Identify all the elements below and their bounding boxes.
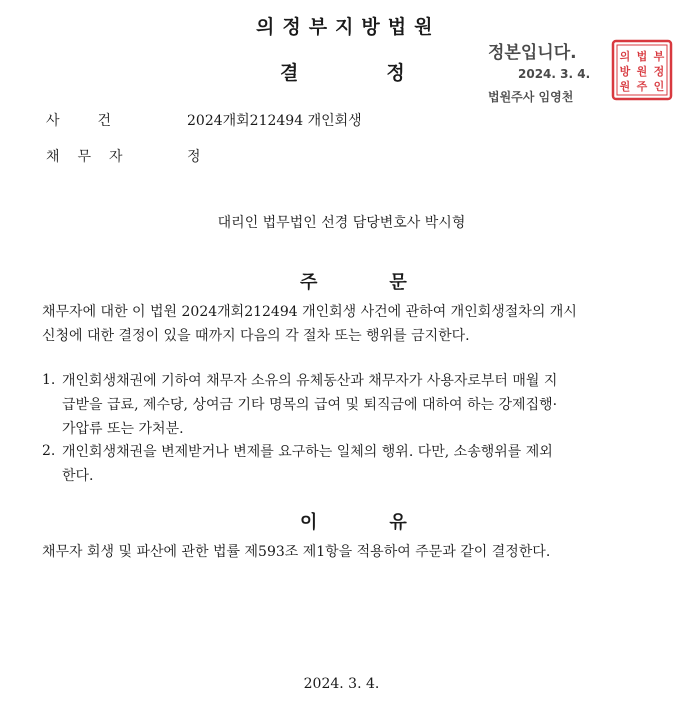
- order-item-1-number: 1.: [42, 372, 56, 388]
- court-name: 의정부지방법원: [256, 16, 441, 38]
- certification-text: 정본입니다.: [488, 43, 577, 63]
- representative-line: 대리인 법무법인 선경 담당변호사 박시형: [217, 215, 466, 231]
- order-item-1: [62, 369, 652, 441]
- certification-date: 2024. 3. 4.: [518, 67, 591, 81]
- svg-text:법: 법: [636, 50, 648, 63]
- order-paragraph-line1: 채무자에 대한 이 법원 2024개회212494 개인회생 사건에 관하여 개인회생절차의 개시: [42, 304, 577, 320]
- certification-clerk: 법원주사 임영천: [488, 90, 574, 104]
- svg-text:원: 원: [636, 65, 648, 78]
- svg-text:원: 원: [619, 80, 631, 93]
- order-paragraph-line2: 신청에 대한 결정이 있을 때까지 다음의 각 절차 또는 행위를 금지한다.: [42, 328, 470, 344]
- order-item-2-line: 개인회생채권을 변제받거나 변제를 요구하는 일체의 행위. 다만, 소송행위를 제외: [62, 444, 553, 460]
- order-item-2-number: 2.: [42, 443, 56, 459]
- order-item-2: [62, 440, 652, 488]
- order-item-1-line: 급받을 급료, 제수당, 상여금 기타 명목의 급여 및 퇴직금에 대하여 하는 강제집행·: [62, 397, 558, 413]
- document-type-title: 결정: [280, 62, 493, 84]
- svg-text:정: 정: [653, 65, 665, 78]
- order-item-1-line: 가압류 또는 가처분.: [62, 421, 184, 437]
- court-seal-icon: [610, 38, 674, 102]
- svg-text:방: 방: [619, 65, 631, 78]
- debtor-name: 정: [187, 149, 201, 165]
- order-paragraph: [42, 300, 652, 348]
- order-heading: 주문: [300, 272, 479, 293]
- case-number: 2024개회212494 개인회생: [187, 113, 362, 129]
- order-item-2-line: 한다.: [62, 468, 94, 484]
- svg-text:주: 주: [636, 80, 648, 93]
- reason-heading: 이유: [300, 512, 479, 533]
- case-label: 사건: [46, 113, 150, 129]
- reason-text: 채무자 회생 및 파산에 관한 법률 제593조 제1항을 적용하여 주문과 같이 결정한다.: [42, 544, 551, 560]
- svg-text:인: 인: [653, 80, 665, 93]
- svg-text:부: 부: [653, 50, 665, 63]
- order-item-1-line: 개인회생채권에 기하여 채무자 소유의 유체동산과 채무자가 사용자로부터 매월 지: [62, 373, 558, 389]
- svg-text:의: 의: [619, 50, 631, 63]
- decision-date: 2024. 3. 4.: [303, 676, 380, 692]
- debtor-label: 채무자: [46, 149, 141, 165]
